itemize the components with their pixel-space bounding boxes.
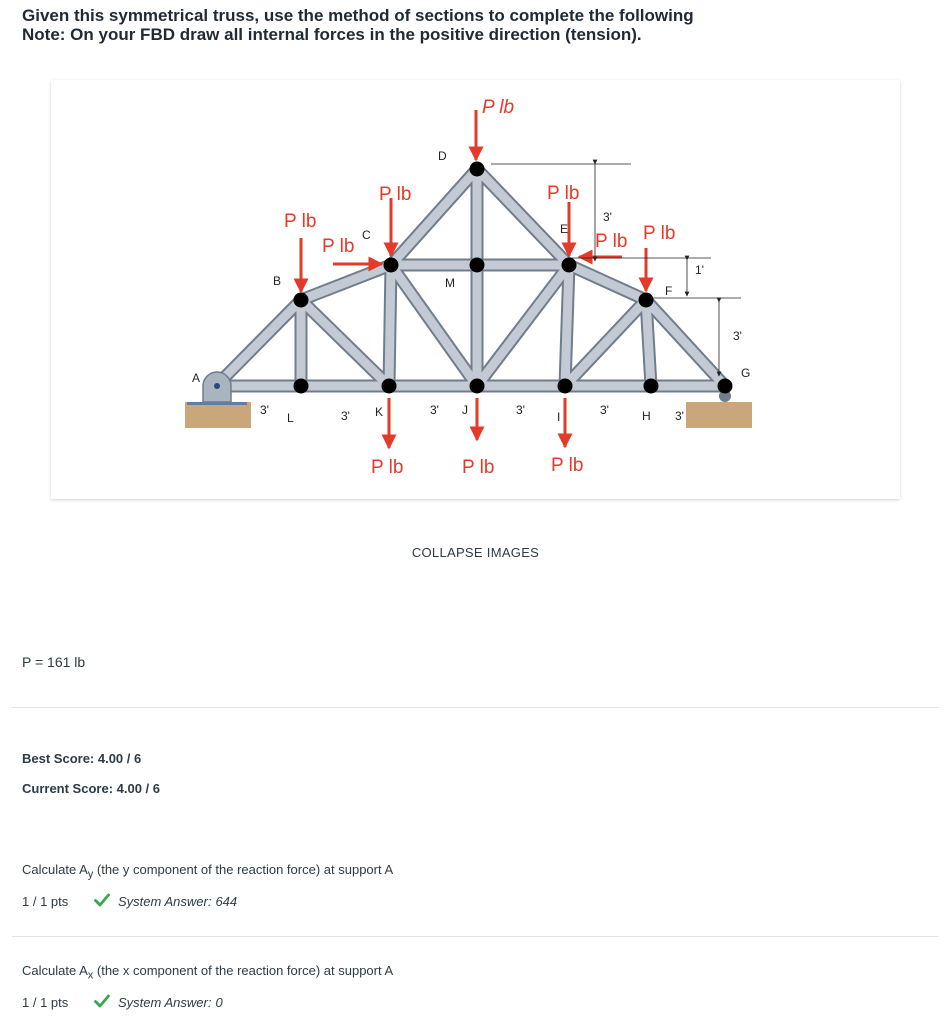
load-label-d: P lb [482,97,515,118]
node-label-a: A [192,371,201,385]
dim-span-4: 3' [516,403,525,417]
node-label-f: F [665,284,673,298]
best-score: Best Score: 4.00 / 6 [22,751,142,766]
node-label-d: D [438,149,447,163]
node-label-h: H [642,409,651,423]
dim-span-6: 3' [675,409,684,423]
dim-span-1: 3' [260,403,269,417]
question-ay-answer [118,894,237,909]
pin-support-a [203,372,231,402]
ground-left [185,402,251,428]
question-ay-answer-value: 644 [215,894,238,909]
node-label-g: G [741,366,751,380]
divider-2 [12,936,939,937]
ground-right [686,402,752,428]
dim-height-mid: 1' [695,263,704,277]
load-label-k: P lb [371,457,404,478]
divider-1 [12,707,939,708]
question-ax-answer-label: System Answer: [118,995,212,1010]
question-ay-sub: y [87,868,94,881]
dim-span-2: 3' [341,409,350,423]
collapse-images-link[interactable]: COLLAPSE IMAGES [411,545,540,560]
dim-span-3: 3' [430,403,439,417]
question-ax-prefix: Calculate A [22,963,88,978]
question-ax-sub: x [87,969,94,982]
truss-figure [51,80,900,499]
load-label-c-horizontal: P lb [322,236,355,257]
question-ax-answer-value: 0 [215,995,223,1010]
dim-height-right: 3' [733,329,742,343]
checkmark-icon [94,994,110,1008]
load-label-e: P lb [547,183,580,204]
load-label-f: P lb [643,223,676,244]
checkmark-icon [94,893,110,907]
dim-height-top: 3' [603,210,612,224]
node-label-c: C [362,228,371,242]
dim-span-5: 3' [600,403,609,417]
header-line-2: Note: On your FBD draw all internal forces in the positive direction (tension). [22,25,642,44]
question-ax-suffix: (the x component of the reaction force) at support A [93,963,394,978]
load-label-e-horizontal: P lb [595,231,628,252]
node-label-m: M [445,276,455,290]
question-ax-points: 1 / 1 pts [22,995,69,1010]
question-ay-points: 1 / 1 pts [22,894,69,909]
node-label-l: L [287,411,294,425]
question-ay [22,862,393,881]
load-label-j: P lb [462,457,495,478]
parameter-p: P = 161 lb [22,654,86,670]
load-label-i: P lb [551,455,584,476]
header-line-1: Given this symmetrical truss, use the method of sections to complete the following [22,6,694,25]
node-label-j: J [462,403,468,417]
node-label-i: I [557,410,561,424]
node-label-k: K [375,405,384,419]
question-ax-answer [118,995,223,1010]
question-ay-suffix: (the y component of the reaction force) at support A [93,862,394,877]
node-label-e: E [560,222,569,236]
load-label-c: P lb [379,184,412,205]
question-header [22,6,694,44]
question-ax [22,963,393,982]
current-score: Current Score: 4.00 / 6 [22,781,160,796]
question-ay-answer-label: System Answer: [118,894,212,909]
question-ay-prefix: Calculate A [22,862,88,877]
node-label-b: B [273,274,282,288]
truss-diagram [51,80,900,499]
load-label-b: P lb [284,211,317,232]
